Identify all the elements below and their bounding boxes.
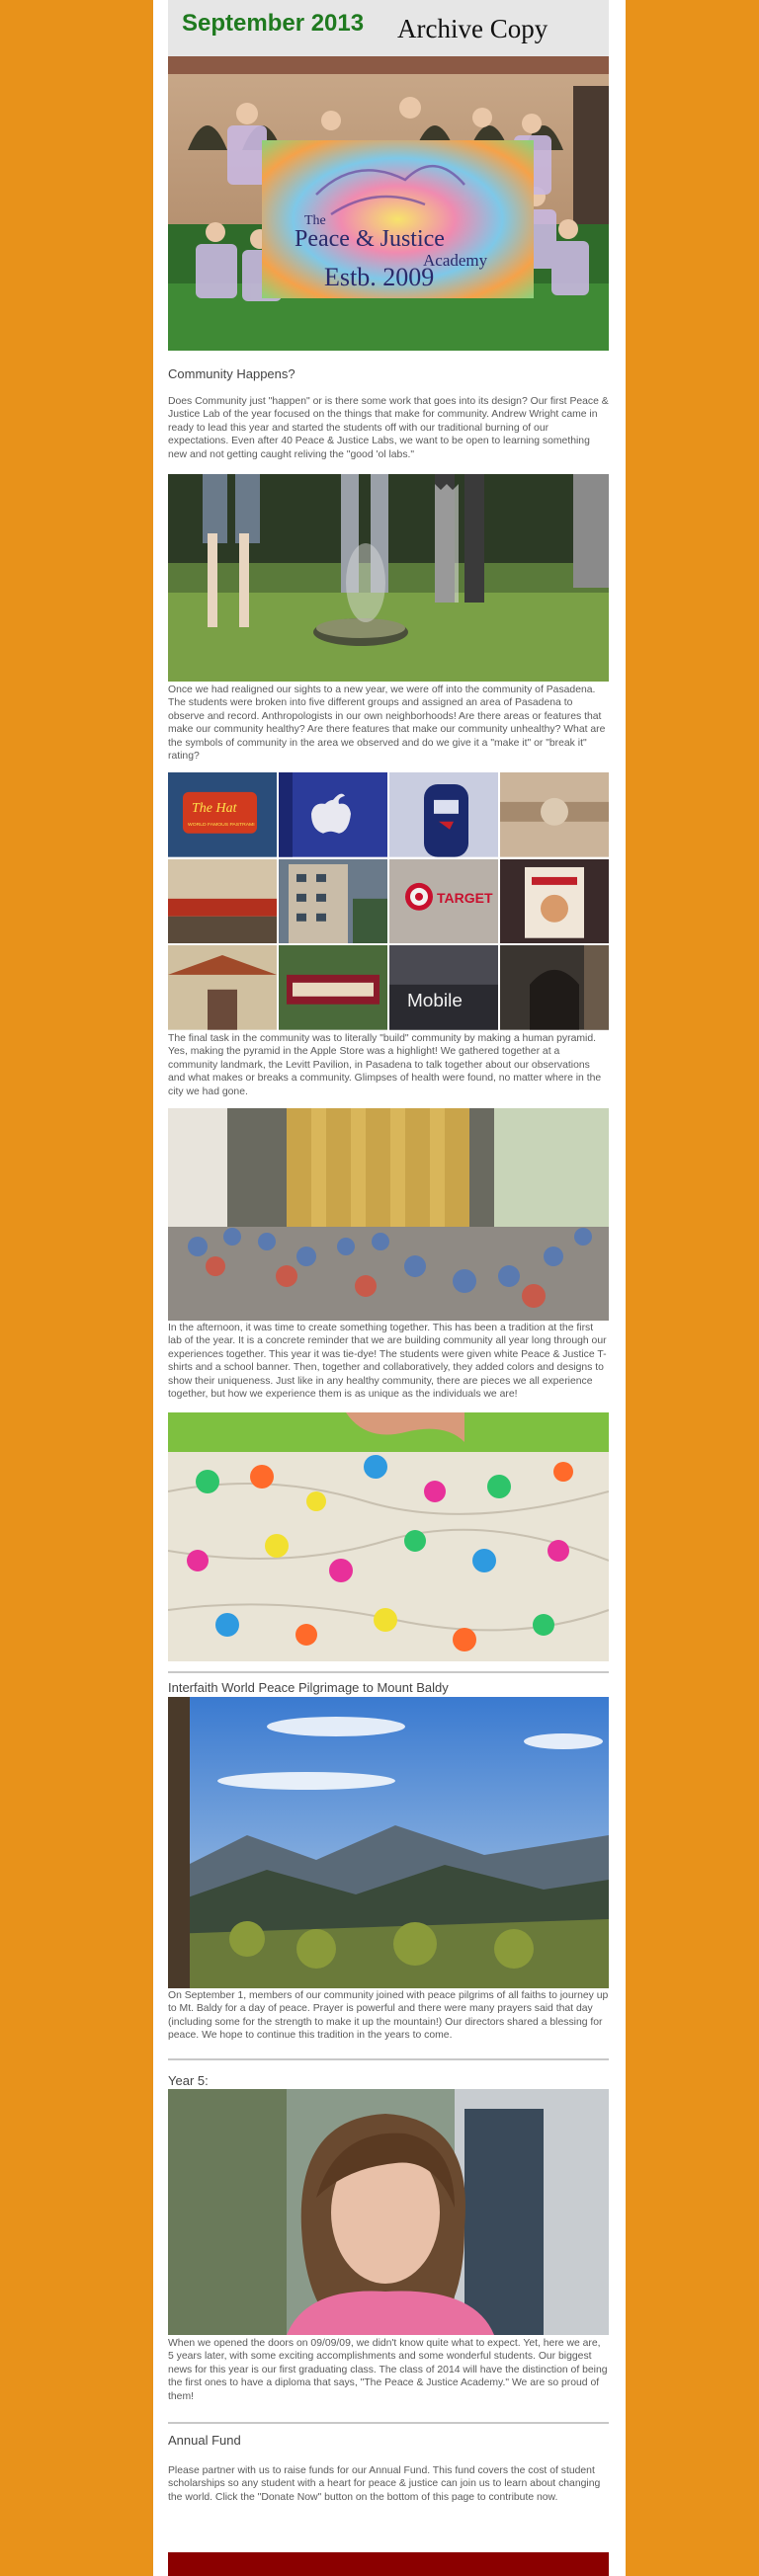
svg-text:Mobile: Mobile [407, 991, 463, 1012]
burning-expectations-photo [168, 474, 609, 682]
collage-archway [500, 945, 609, 1030]
collage-mailbox [389, 772, 498, 857]
archive-copy-label: Archive Copy [397, 14, 548, 43]
year5-heading: Year 5: [168, 2073, 209, 2088]
collage-apple-store [279, 772, 387, 857]
community-paragraph-3: The final task in the community was to literally "build" community by making a human pyramid. Yes, making the pyramid in the Apple Store was a highlight! We gathered together at a community landmark, the Levitt Pavilion, in Pasadena to talk together about our observations and what makes or breaks a community. Glimpses of health were found, no matter where in the city we had gone. [168, 1033, 602, 1097]
section-divider [168, 1671, 609, 1673]
collage-poster [500, 859, 609, 944]
tie-dye-photo [168, 1412, 609, 1661]
svg-text:The Hat: The Hat [192, 800, 237, 816]
svg-text:TARGET: TARGET [437, 889, 493, 906]
levitt-pavilion-photo [168, 1108, 609, 1321]
banner-the: The [304, 213, 326, 228]
annual-fund-heading: Annual Fund [168, 2433, 241, 2448]
collage-apartments [279, 859, 387, 944]
pasadena-collage [168, 772, 609, 1030]
issue-date: September 2013 [182, 10, 365, 37]
annual-fund-paragraph: Please partner with us to raise funds for our Annual Fund. This fund covers the cost of student scholarships so any student with a heart for peace & justice can join us to learn about changing the world. Click the "Donate Now" button on the bottom of this page to contribute now. [168, 2465, 601, 2503]
community-paragraph-2: Once we had realigned our sights to a new year, we were off into the community of Pasadena. The students were broken into five different groups and assigned an area of Pasadena to observe and record. Anthropologists in our own neighborhoods! Are there areas or features that make our community healthy? Are there features that make our community unhealthy? What are the symbols of community in the area we observed and do we give it a "make it" or "break it" rating? [168, 684, 606, 763]
collage-cornice [500, 772, 609, 857]
community-paragraph-4: In the afternoon, it was time to create something together. This has been a tradition at the first lab of the year. It is a concrete reminder that we are building community all year long through our experiences together. This year it was tie-dye! The students were given white Peace & Justice T-shirts and a school banner. Then, together and collaboratively, they added colors and designs to show their uniqueness. Just like in any healthy community, there are pieces we all experience together, but how we experience them is as unique as the individuals we are! [168, 1323, 607, 1401]
newsletter-header [168, 0, 609, 56]
collage-target [389, 859, 498, 944]
banner-academy: Academy [423, 251, 488, 270]
student-portrait-photo [168, 2089, 609, 2335]
section-divider [168, 2058, 609, 2060]
section-divider [168, 2422, 609, 2424]
mount-baldy-photo [168, 1697, 609, 1988]
collage-building [168, 945, 277, 1030]
collage-shop-sign [279, 945, 387, 1030]
collage-the-hat [168, 772, 277, 857]
collage-t-mobile [389, 945, 498, 1030]
collage-storefront [168, 859, 277, 944]
banner-peace-justice: Peace & Justice [295, 226, 445, 252]
year5-paragraph: When we opened the doors on 09/09/09, we didn't know quite what to expect. Yet, here we are, 5 years later, with some exciting accomplishments and some wonderful students. Our biggest news for this year is our first graduating class. The class of 2014 will have the distinction of being the first ones to have a diploma that says, "The Peace & Justice Academy." We are so proud of them! [168, 2338, 608, 2402]
group-photo [168, 56, 609, 351]
banner-estb: Estb. 2009 [324, 263, 435, 291]
svg-text:WORLD FAMOUS PASTRAMI: WORLD FAMOUS PASTRAMI [188, 821, 255, 828]
pilgrimage-heading: Interfaith World Peace Pilgrimage to Mount Baldy [168, 1680, 449, 1695]
pilgrimage-paragraph: On September 1, members of our community joined with peace pilgrims of all faiths to journey up to Mt. Baldy for a day of peace. Prayer is powerful and there were many prayers said that day (including some for the strength to make it up the mountain!) Our directors shared a blessing for peace. We hope to continue this tradition in the years to come. [168, 1990, 609, 2042]
footer-bar [168, 2552, 609, 2576]
community-paragraph-1: Does Community just "happen" or is there some work that goes into its design? Our first Peace & Justice Lab of the year focused on the things that make for community. Andrew Wright came in ready to lead this year and started the students off with our traditional burning of our expectations. Even after 40 Peace & Justice Labs, we want to be open to learning something new and not getting caught reliving the "good 'ol labs." [168, 396, 609, 460]
community-heading: Community Happens? [168, 366, 295, 381]
